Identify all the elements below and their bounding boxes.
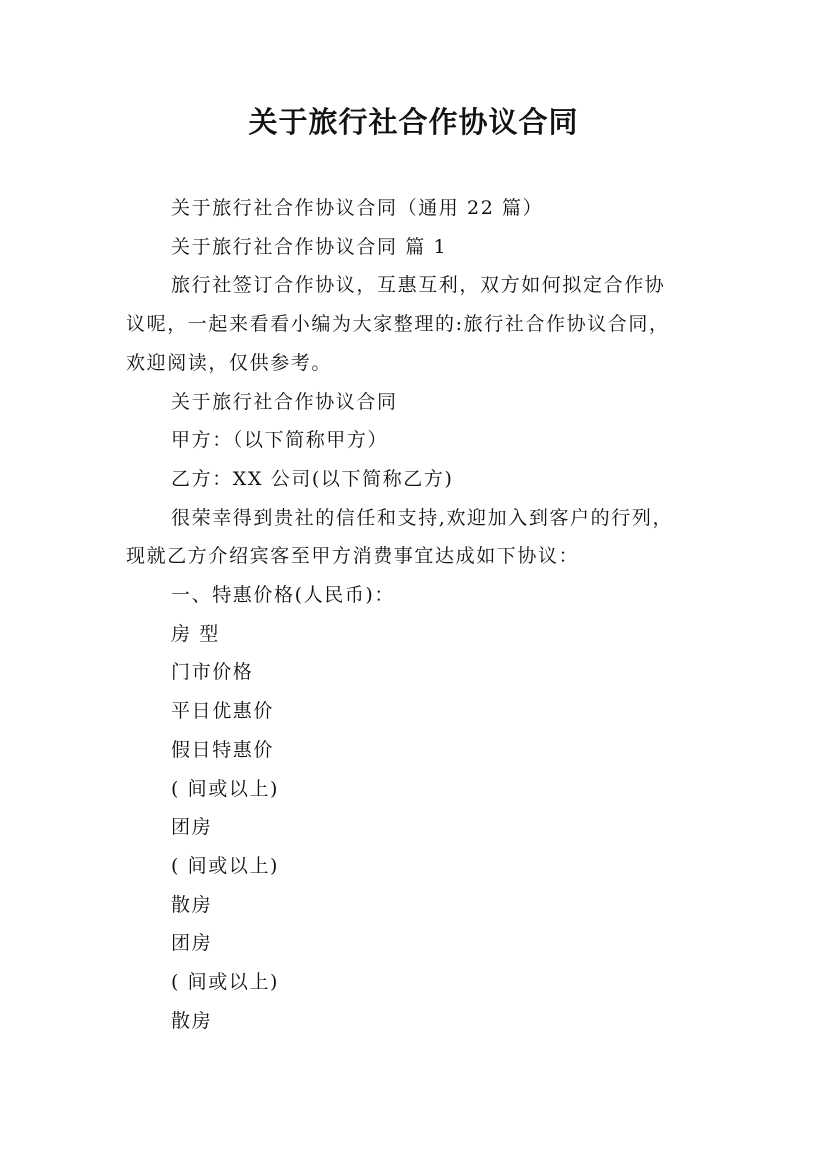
text-line: 旅行社签订合作协议，互惠互利，双方如何拟定合作协 — [171, 274, 666, 297]
document-title: 关于旅行社合作协议合同 — [248, 105, 579, 139]
text-line: 现就乙方介绍宾客至甲方消费事宜达成如下协议： — [126, 545, 580, 568]
text-line: 假日特惠价 — [171, 738, 275, 761]
paragraph — [126, 228, 706, 267]
text-line: 议呢，一起来看看小编为大家整理的:旅行社合作协议合同， — [126, 313, 670, 336]
text-line: ( 间或以上) — [171, 854, 280, 877]
table-cell-text — [126, 615, 706, 654]
table-cell-text — [126, 770, 706, 809]
text-line: 很荣幸得到贵社的信任和支持,欢迎加入到客户的行列， — [171, 506, 674, 529]
text-line: 门市价格 — [171, 661, 254, 684]
text-line: 关于旅行社合作协议合同（通用 22 篇） — [171, 197, 544, 219]
text-line: 关于旅行社合作协议合同 篇 1 — [171, 235, 448, 258]
paragraph — [126, 499, 706, 576]
table-cell-text — [126, 692, 706, 731]
paragraph — [126, 383, 706, 422]
section-heading — [126, 576, 706, 615]
paragraph — [126, 421, 706, 460]
text-line: 散房 — [171, 893, 213, 916]
table-cell-text — [126, 731, 706, 770]
text-line: 房 型 — [171, 622, 220, 645]
paragraph — [126, 189, 706, 228]
table-cell-text — [126, 653, 706, 692]
text-line: ( 间或以上) — [171, 971, 280, 994]
paragraph — [126, 266, 706, 382]
text-line: 关于旅行社合作协议合同 — [171, 390, 398, 413]
table-cell-text — [126, 886, 706, 925]
table-cell-text — [126, 808, 706, 847]
text-line: 散房 — [171, 1009, 213, 1032]
table-cell-text — [126, 1002, 706, 1041]
table-cell-text — [126, 924, 706, 963]
paragraph — [126, 460, 706, 499]
text-line: 乙方：XX 公司(以下简称乙方) — [171, 467, 454, 490]
text-line: 欢迎阅读，仅供参考。 — [126, 351, 333, 374]
text-line: 团房 — [171, 816, 213, 839]
table-cell-text — [126, 963, 706, 1002]
text-line: ( 间或以上) — [171, 777, 280, 800]
text-line: 甲方：（以下简称甲方） — [171, 429, 389, 452]
text-line: 平日优惠价 — [171, 700, 275, 723]
text-line: 团房 — [171, 932, 213, 955]
document-body — [126, 189, 706, 1040]
text-line: 一、特惠价格(人民币)： — [171, 584, 396, 607]
table-cell-text — [126, 847, 706, 886]
